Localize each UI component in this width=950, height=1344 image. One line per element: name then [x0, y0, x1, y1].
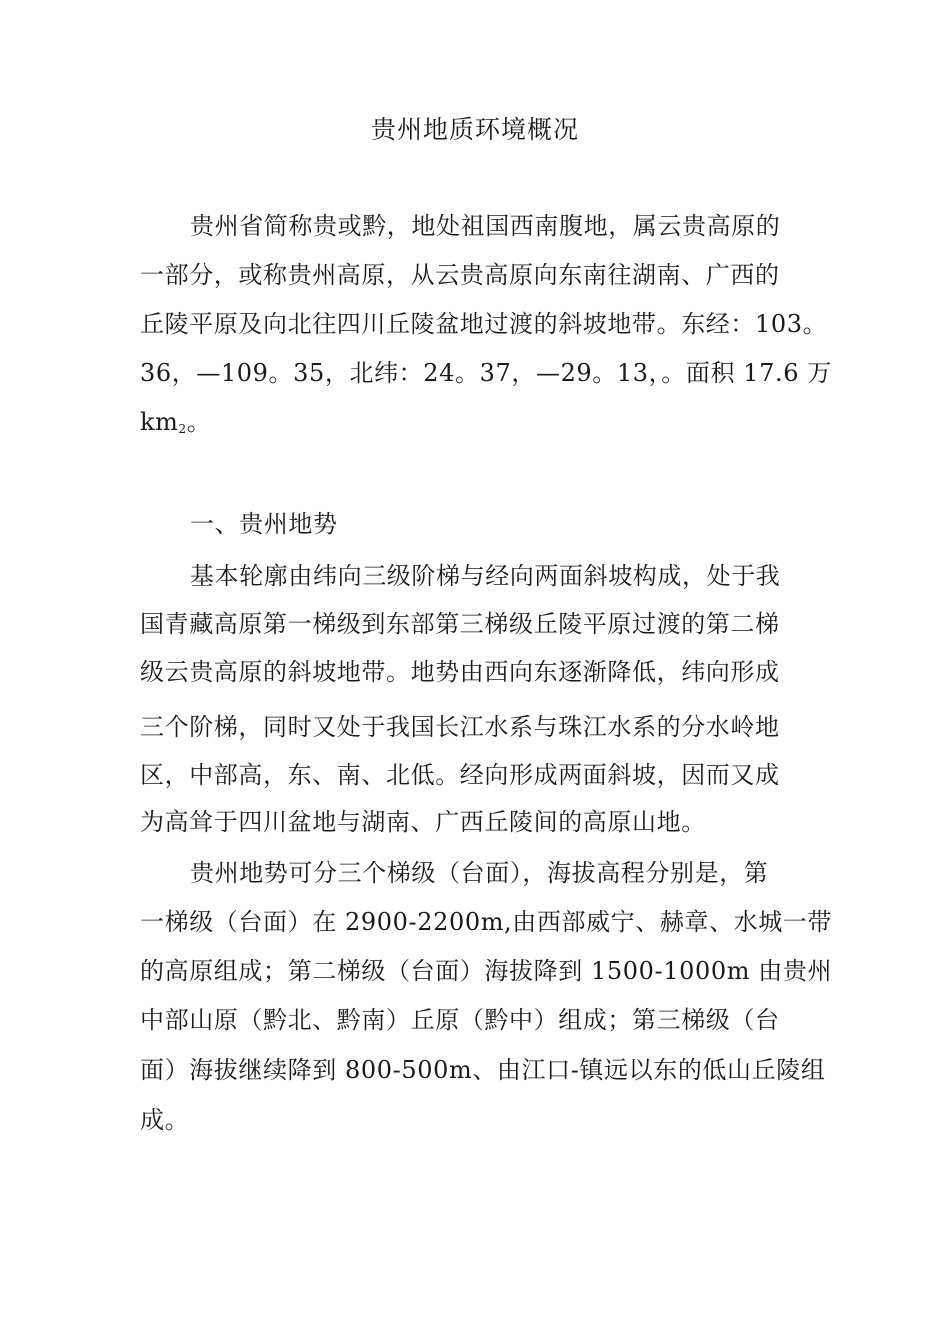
intro-line: 一部分，或称贵州高原，从云贵高原向东南往湖南、广西的	[140, 261, 780, 289]
paragraph-line: 为高耸于四川盆地与湖南、广西丘陵间的高原山地。	[140, 808, 706, 836]
paragraph-line: 的高原组成；第二梯级（台面）海拔降到 1500-1000m 由贵州	[140, 957, 833, 985]
paragraph-line: 基本轮廓由纬向三级阶梯与经向两面斜坡构成，处于我	[190, 562, 781, 590]
paragraph-line: 成。	[140, 1106, 190, 1134]
intro-line-unit	[140, 406, 211, 445]
paragraph-line: 中部山原（黔北、黔南）丘原（黔中）组成；第三梯级（台	[140, 1006, 780, 1034]
paragraph-line: 三个阶梯，同时又处于我国长江水系与珠江水系的分水岭地	[140, 713, 780, 741]
paragraph-line: 面）海拔继续降到 800-500m、由江口-镇远以东的低山丘陵组	[140, 1056, 826, 1084]
paragraph-line: 一梯级（台面）在 2900-2200m,由西部威宁、赫章、水城一带	[140, 908, 833, 936]
intro-line: 丘陵平原及向北往四川丘陵盆地过渡的斜坡地带。东经：103。	[140, 310, 828, 338]
area-unit: km	[140, 408, 179, 436]
intro-line: 36，—109。35，北纬：24。37，—29。13，。面积 17.6 万	[140, 359, 832, 387]
paragraph-line: 级云贵高原的斜坡地带。地势由西向东逐渐降低，纬向形成	[140, 658, 780, 686]
intro-line: 贵州省简称贵或黔，地处祖国西南腹地，属云贵高原的	[190, 212, 781, 240]
paragraph-line: 国青藏高原第一梯级到东部第三梯级丘陵平原过渡的第二梯	[140, 610, 780, 638]
document-title: 贵州地质环境概况	[370, 115, 579, 144]
paragraph-line: 贵州地势可分三个梯级（台面），海拔高程分别是，第	[190, 859, 769, 887]
intro-end-mark: 。	[186, 408, 212, 436]
section-heading: 一、贵州地势	[190, 510, 338, 538]
area-unit-exponent: 2	[178, 422, 187, 436]
paragraph-line: 区，中部高，东、南、北低。经向形成两面斜坡，因而又成	[140, 761, 780, 789]
